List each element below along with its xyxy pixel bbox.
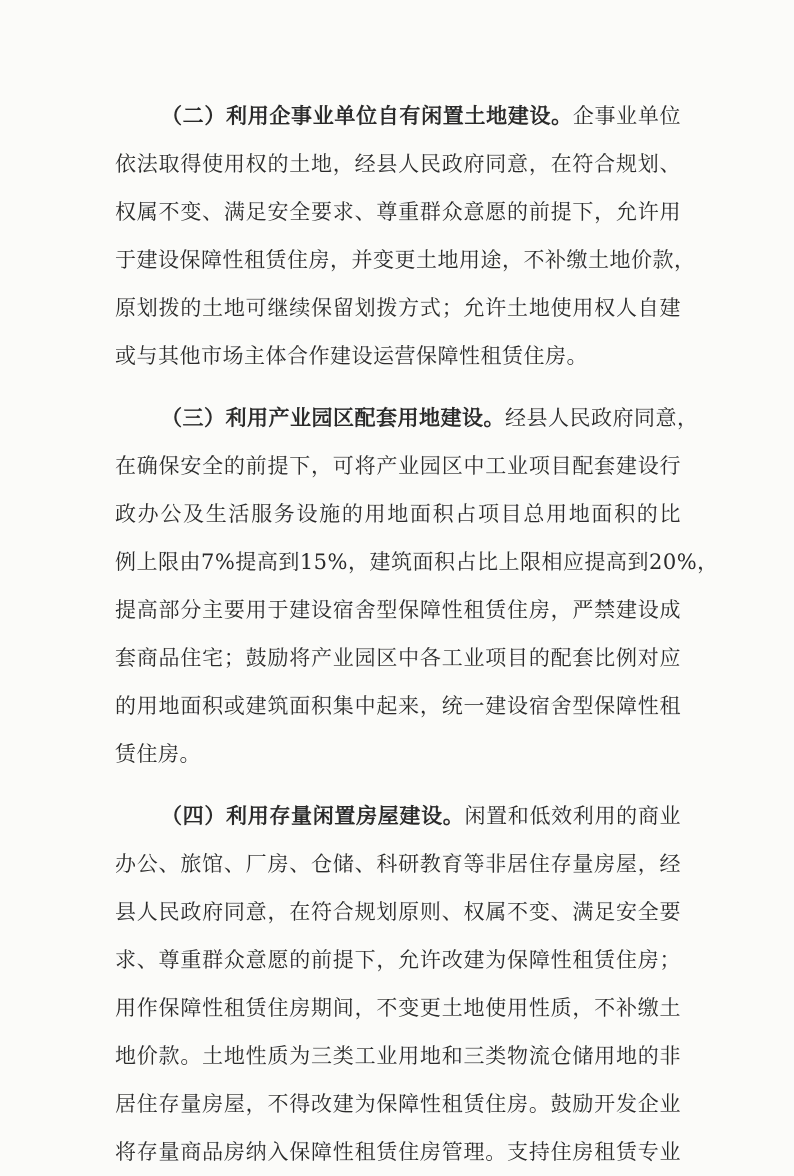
paragraph-line: 依法取得使用权的土地，经县人民政府同意，在符合规划、 — [115, 152, 681, 176]
paragraph-text: 经县人民政府同意， — [505, 406, 699, 430]
paragraph-line: 权属不变、满足安全要求、尊重群众意愿的前提下，允许用 — [115, 200, 681, 224]
paragraph-line: 套商品住宅；鼓励将产业园区中各工业项目的配套比例对应 — [115, 646, 681, 670]
paragraph-line: 原划拨的土地可继续保留划拨方式；允许土地使用权人自建 — [115, 296, 681, 320]
paragraph-line: 政办公及生活服务设施的用地面积占项目总用地面积的比 — [115, 502, 681, 526]
paragraph-line: 将存量商品房纳入保障性租赁住房管理。支持住房租赁专业 — [115, 1140, 681, 1164]
paragraph-line: 用作保障性租赁住房期间，不变更土地使用性质，不补缴土 — [115, 996, 681, 1020]
paragraph-line: 例上限由7%提高到15%，建筑面积占比上限相应提高到20%， — [115, 550, 719, 574]
paragraph-heading: （四）利用存量闲置房屋建设。 — [161, 804, 465, 828]
paragraph-line: 于建设保障性租赁住房，并变更土地用途，不补缴土地价款， — [115, 248, 696, 272]
paragraph-line: 县人民政府同意，在符合规划原则、权属不变、满足安全要 — [115, 900, 681, 924]
paragraph-first-line — [115, 394, 699, 442]
paragraph-line: 的用地面积或建筑面积集中起来，统一建设宿舍型保障性租 — [115, 694, 681, 718]
document-body — [115, 92, 719, 1176]
paragraph-line: 办公、旅馆、厂房、仓储、科研教育等非居住存量房屋，经 — [115, 852, 681, 876]
paragraph-first-line — [115, 792, 681, 840]
paragraph-heading: （三）利用产业园区配套用地建设。 — [161, 406, 505, 430]
paragraph-text: 闲置和低效利用的商业 — [464, 804, 682, 828]
paragraph-line: 地价款。土地性质为三类工业用地和三类物流仓储用地的非 — [115, 1044, 681, 1068]
paragraph-text: 企事业单位 — [572, 104, 682, 128]
paragraph-line: 居住存量房屋，不得改建为保障性租赁住房。鼓励开发企业 — [115, 1092, 681, 1116]
paragraph-first-line — [115, 92, 681, 140]
paragraph-2 — [115, 92, 696, 380]
paragraph-line: 提高部分主要用于建设宿舍型保障性租赁住房，严禁建设成 — [115, 598, 681, 622]
paragraph-line: 或与其他市场主体合作建设运营保障性租赁住房。 — [115, 344, 588, 368]
paragraph-4 — [115, 792, 681, 1176]
paragraph-3 — [115, 394, 719, 778]
paragraph-line: 在确保安全的前提下，可将产业园区中工业项目配套建设行 — [115, 454, 681, 478]
paragraph-heading: （二）利用企事业单位自有闲置土地建设。 — [161, 104, 573, 128]
paragraph-line: 求、尊重群众意愿的前提下，允许改建为保障性租赁住房； — [115, 948, 681, 972]
paragraph-gap — [115, 380, 681, 394]
paragraph-line: 赁住房。 — [115, 742, 201, 766]
paragraph-gap — [115, 778, 681, 792]
